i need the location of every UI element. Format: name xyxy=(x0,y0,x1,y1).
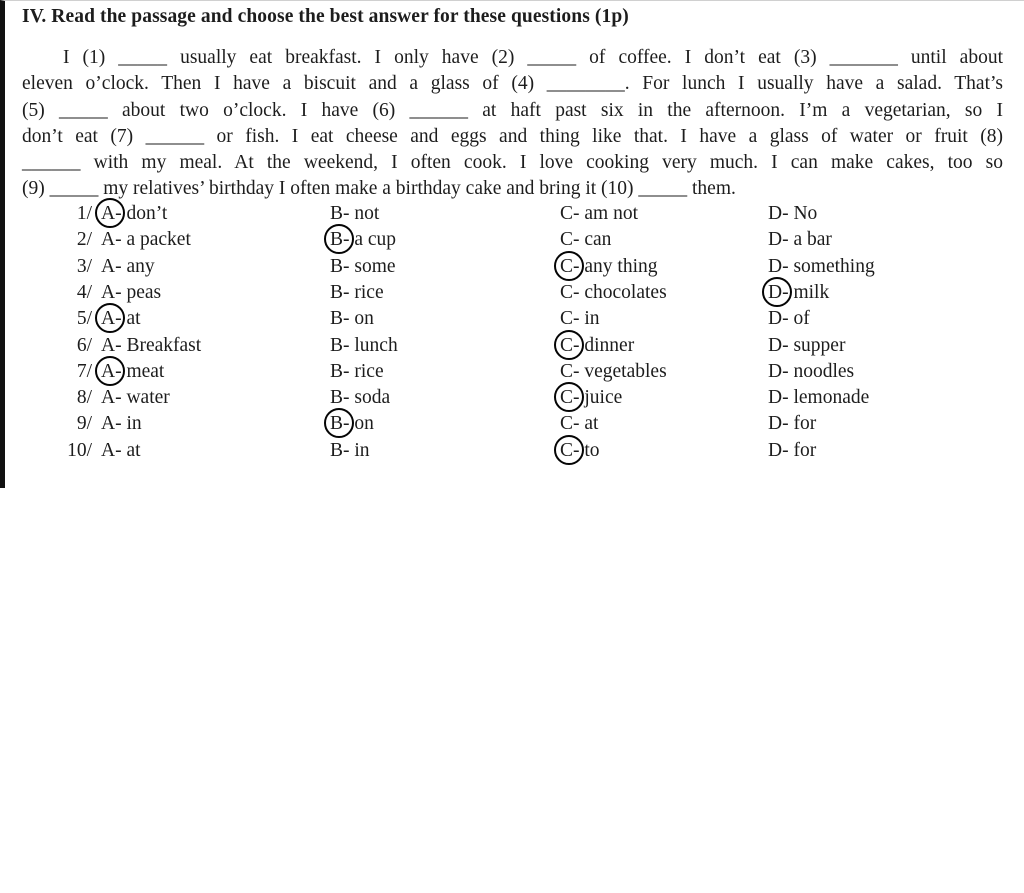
option-b[interactable] xyxy=(330,254,396,280)
option-text: peas xyxy=(121,281,162,303)
option-d[interactable] xyxy=(768,359,854,385)
option-text: rice xyxy=(349,360,384,382)
option-b[interactable] xyxy=(330,280,384,306)
option-text: at xyxy=(579,413,599,435)
option-letter-text: B- xyxy=(330,439,350,461)
option-letter-text: D- xyxy=(768,387,789,409)
option-text: juice xyxy=(579,387,623,409)
option-letter xyxy=(101,359,122,385)
question-number: 8/ xyxy=(76,387,92,409)
option-letter xyxy=(330,385,350,411)
option-letter-text: C- xyxy=(560,281,580,303)
option-c[interactable] xyxy=(560,227,611,253)
option-a[interactable] xyxy=(101,201,167,227)
option-text: am not xyxy=(579,203,638,224)
option-letter xyxy=(768,411,789,437)
option-letter xyxy=(101,411,122,437)
option-letter-text: A- xyxy=(101,203,122,224)
option-b[interactable] xyxy=(330,385,390,411)
option-letter xyxy=(768,280,789,306)
option-letter xyxy=(768,254,789,280)
option-letter xyxy=(101,385,122,411)
passage-line-6: (9) _____ my relatives’ birthday I often make a birthday cake and bring it (10) _____ them. xyxy=(22,178,736,200)
option-letter xyxy=(560,306,580,332)
option-d[interactable] xyxy=(768,411,816,437)
option-letter-text: D- xyxy=(768,281,789,303)
option-text: in xyxy=(579,308,600,330)
reading-passage xyxy=(22,45,1003,203)
option-letter xyxy=(101,254,122,280)
option-letter-text: B- xyxy=(330,360,350,382)
option-a[interactable] xyxy=(101,280,161,306)
option-letter xyxy=(101,333,122,359)
option-letter xyxy=(768,201,789,227)
option-letter-text: C- xyxy=(560,229,580,251)
option-letter xyxy=(560,359,580,385)
option-a[interactable] xyxy=(101,254,155,280)
option-letter xyxy=(560,333,580,359)
exercise-title: IV. Read the passage and choose the best answer for these questions (1p) xyxy=(22,6,629,27)
option-d[interactable] xyxy=(768,280,829,306)
option-text: noodles xyxy=(788,360,855,382)
option-letter xyxy=(101,280,122,306)
option-letter-text: B- xyxy=(330,203,350,224)
option-letter-text: C- xyxy=(560,360,580,382)
option-text: can xyxy=(579,229,612,251)
option-text: for xyxy=(788,439,817,461)
option-c[interactable] xyxy=(560,385,622,411)
option-a[interactable] xyxy=(101,359,164,385)
passage-line-5: ______ with my meal. At the weekend, I often cook. I love cooking very much. I can make cakes, too so xyxy=(22,152,1003,174)
option-d[interactable] xyxy=(768,201,817,227)
option-letter-text: D- xyxy=(768,439,789,461)
question-number: 5/ xyxy=(76,308,92,330)
option-letter-text: A- xyxy=(101,413,122,435)
option-letter xyxy=(768,385,789,411)
option-letter-text: C- xyxy=(560,308,580,330)
option-letter-text: C- xyxy=(560,439,580,461)
question-number: 6/ xyxy=(76,334,92,356)
question-row-1 xyxy=(5,201,1005,227)
option-d[interactable] xyxy=(768,385,869,411)
option-text: for xyxy=(788,413,817,435)
question-row-8 xyxy=(5,385,1005,411)
option-letter xyxy=(560,385,580,411)
question-row-6 xyxy=(5,333,1005,359)
option-letter xyxy=(330,227,350,253)
option-text: in xyxy=(121,413,142,435)
option-text: chocolates xyxy=(579,281,667,303)
option-text: don’t xyxy=(121,203,168,224)
option-letter xyxy=(101,438,122,464)
option-letter-text: D- xyxy=(768,360,789,382)
option-letter xyxy=(768,438,789,464)
question-row-7 xyxy=(5,359,1005,385)
option-text: something xyxy=(788,255,875,277)
option-letter xyxy=(768,306,789,332)
option-text: in xyxy=(349,439,370,461)
option-b[interactable] xyxy=(330,359,384,385)
question-row-10 xyxy=(5,438,1005,464)
option-a[interactable] xyxy=(101,227,191,253)
option-letter xyxy=(768,359,789,385)
option-a[interactable] xyxy=(101,385,170,411)
option-c[interactable] xyxy=(560,359,667,385)
option-letter-text: D- xyxy=(768,308,789,330)
option-letter xyxy=(330,201,350,227)
option-letter xyxy=(101,201,122,227)
option-letter xyxy=(560,280,580,306)
option-letter xyxy=(101,306,122,332)
option-letter xyxy=(330,306,350,332)
passage-line-3: (5) _____ about two o’clock. I have (6) ______ at haft past six in the afternoon. I’m a vegetarian, so I xyxy=(22,99,1003,121)
question-number: 10/ xyxy=(67,439,92,461)
option-b[interactable] xyxy=(330,227,396,253)
option-letter-text: A- xyxy=(101,281,122,303)
question-number: 3/ xyxy=(76,255,92,277)
option-a[interactable] xyxy=(101,333,201,359)
option-letter-text: C- xyxy=(560,387,580,409)
option-letter-text: A- xyxy=(101,308,122,330)
option-letter xyxy=(560,411,580,437)
option-a[interactable] xyxy=(101,306,141,332)
option-letter xyxy=(560,201,580,227)
option-d[interactable] xyxy=(768,438,816,464)
option-text: meat xyxy=(121,360,165,382)
option-letter-text: D- xyxy=(768,203,789,224)
option-letter-text: D- xyxy=(768,229,789,251)
option-letter xyxy=(768,227,789,253)
option-text: No xyxy=(788,203,818,224)
option-c[interactable] xyxy=(560,411,598,437)
option-b[interactable] xyxy=(330,333,398,359)
option-a[interactable] xyxy=(101,411,142,437)
option-letter xyxy=(330,333,350,359)
option-a[interactable] xyxy=(101,438,141,464)
option-letter-text: A- xyxy=(101,255,122,277)
option-d[interactable] xyxy=(768,254,875,280)
option-letter-text: B- xyxy=(330,229,350,251)
question-number: 2/ xyxy=(76,229,92,251)
option-b[interactable] xyxy=(330,306,374,332)
question-row-9 xyxy=(5,411,1005,437)
option-letter xyxy=(330,359,350,385)
option-letter xyxy=(330,411,350,437)
question-number: 4/ xyxy=(76,281,92,303)
option-d[interactable] xyxy=(768,333,845,359)
passage-line-4: don’t eat (7) ______ or fish. I eat cheese and eggs and thing like that. I have a glass of water or fruit (8) xyxy=(22,125,1003,147)
option-letter xyxy=(560,254,580,280)
option-text: any thing xyxy=(579,255,658,277)
option-text: to xyxy=(579,439,600,461)
option-d[interactable] xyxy=(768,306,810,332)
option-letter-text: A- xyxy=(101,387,122,409)
option-b[interactable] xyxy=(330,438,370,464)
option-letter-text: B- xyxy=(330,413,350,435)
option-text: of xyxy=(788,308,810,330)
option-text: any xyxy=(121,255,155,277)
option-text: lunch xyxy=(349,334,398,356)
option-c[interactable] xyxy=(560,280,667,306)
option-letter xyxy=(768,333,789,359)
question-number: 1/ xyxy=(76,203,92,224)
option-letter-text: B- xyxy=(330,281,350,303)
option-text: soda xyxy=(349,387,391,409)
option-letter xyxy=(330,438,350,464)
option-text: rice xyxy=(349,281,384,303)
option-text: at xyxy=(121,308,141,330)
option-text: not xyxy=(349,203,380,224)
option-letter-text: C- xyxy=(560,413,580,435)
option-d[interactable] xyxy=(768,227,832,253)
option-text: supper xyxy=(788,334,846,356)
option-letter-text: D- xyxy=(768,334,789,356)
option-letter xyxy=(560,227,580,253)
option-text: some xyxy=(349,255,396,277)
option-letter-text: C- xyxy=(560,255,580,277)
option-text: on xyxy=(349,308,374,330)
question-row-2 xyxy=(5,227,1005,253)
option-text: lemonade xyxy=(788,387,870,409)
option-text: milk xyxy=(788,281,830,303)
option-c[interactable] xyxy=(560,254,658,280)
option-letter-text: B- xyxy=(330,255,350,277)
option-letter xyxy=(330,254,350,280)
option-text: vegetables xyxy=(579,360,667,382)
option-text: dinner xyxy=(579,334,635,356)
option-letter-text: C- xyxy=(560,334,580,356)
option-text: a bar xyxy=(788,229,832,251)
option-c[interactable] xyxy=(560,333,634,359)
option-letter xyxy=(101,227,122,253)
passage-line-2: eleven o’clock. Then I have a biscuit and a glass of (4) ________. For lunch I usually have a salad. That’s xyxy=(22,73,1003,95)
question-number: 7/ xyxy=(76,360,92,382)
option-text: water xyxy=(121,387,170,409)
question-row-3 xyxy=(5,254,1005,280)
option-letter xyxy=(330,280,350,306)
option-text: at xyxy=(121,439,141,461)
option-letter-text: A- xyxy=(101,334,122,356)
option-text: a cup xyxy=(349,229,397,251)
option-letter-text: B- xyxy=(330,308,350,330)
option-letter-text: B- xyxy=(330,387,350,409)
option-letter-text: A- xyxy=(101,360,122,382)
option-letter-text: D- xyxy=(768,255,789,277)
option-c[interactable] xyxy=(560,438,600,464)
question-number: 9/ xyxy=(76,413,92,435)
option-text: Breakfast xyxy=(121,334,202,356)
question-row-5 xyxy=(5,306,1005,332)
option-letter xyxy=(560,438,580,464)
option-c[interactable] xyxy=(560,306,600,332)
option-c[interactable] xyxy=(560,201,638,227)
option-letter-text: A- xyxy=(101,439,122,461)
option-letter-text: B- xyxy=(330,334,350,356)
option-b[interactable] xyxy=(330,411,374,437)
option-text: on xyxy=(349,413,374,435)
option-letter-text: D- xyxy=(768,413,789,435)
option-text: a packet xyxy=(121,229,191,251)
option-letter-text: A- xyxy=(101,229,122,251)
question-row-4 xyxy=(5,280,1005,306)
passage-line-1: I (1) _____ usually eat breakfast. I only have (2) _____ of coffee. I don’t eat (3) _______ until about xyxy=(63,47,1003,68)
option-letter-text: C- xyxy=(560,203,580,224)
option-b[interactable] xyxy=(330,201,379,227)
